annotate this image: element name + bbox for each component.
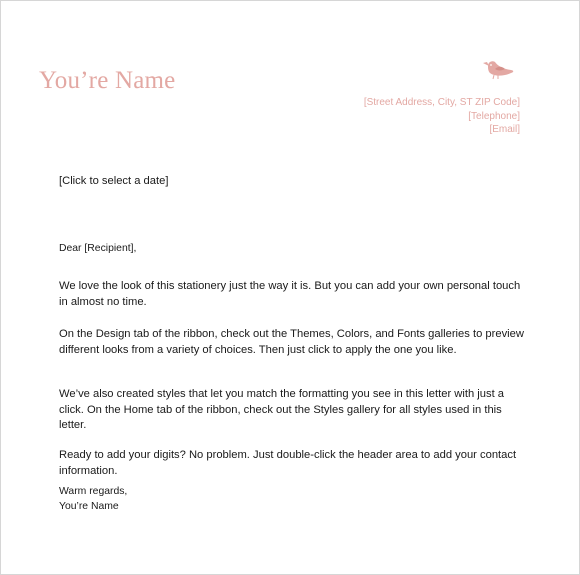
telephone-field[interactable]: [Telephone] xyxy=(468,110,520,122)
bird-icon xyxy=(481,57,515,81)
body-paragraph: Ready to add your digits? No problem. Just double-click the header area to add your contact information. xyxy=(59,449,517,477)
contact-block xyxy=(364,96,520,137)
sender-name[interactable]: You’re Name xyxy=(39,67,176,94)
body-paragraph: We’ve also created styles that let you match the formatting you see in this letter with just a click. On the Home tab of the ribbon, check out the Styles gallery for all styles used in this letter. xyxy=(59,388,505,432)
closing: Warm regards, xyxy=(59,486,128,497)
address-field[interactable]: [Street Address, City, ST ZIP Code] xyxy=(363,97,520,108)
email-field[interactable]: [Email] xyxy=(489,124,520,135)
body-paragraph: We love the look of this stationery just the way it is. But you can add your own personal touch in almost no time. xyxy=(59,280,521,308)
body-paragraph: On the Design tab of the ribbon, check out the Themes, Colors, and Fonts galleries to preview different looks from a variety of choices. Then just click to apply the one you like. xyxy=(59,328,524,356)
signature-name: You’re Name xyxy=(59,501,119,512)
salutation: Dear [Recipient], xyxy=(59,243,137,254)
date-picker[interactable]: [Click to select a date] xyxy=(59,175,169,187)
